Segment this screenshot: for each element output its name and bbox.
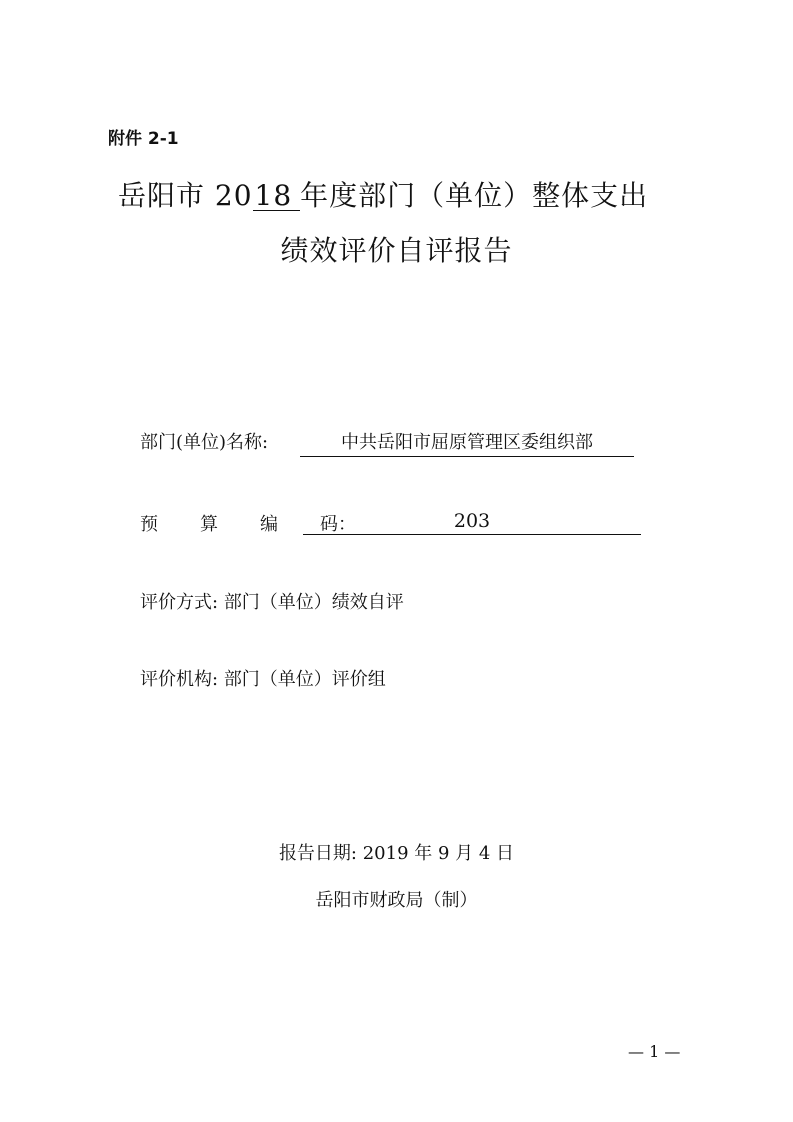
budget-label-char-2: 算 [200, 514, 218, 535]
budget-code-value: 203 [303, 510, 641, 535]
dept-name-label: 部门(单位)名称: [140, 432, 269, 453]
eval-org-label: 评价机构: [140, 669, 219, 690]
page-number: — 1 — [628, 1042, 681, 1061]
eval-method-row [140, 588, 404, 614]
report-title-line-1 [118, 174, 648, 214]
eval-method-value: 部门（单位）绩效自评 [223, 592, 404, 613]
report-title-line-2: 绩效评价自评报告 [280, 234, 513, 267]
eval-method-label: 评价方式: [140, 592, 219, 613]
report-date: 报告日期: 2019 年 9 月 4 日 [278, 843, 515, 864]
budget-label-char-4: 码： [320, 514, 356, 535]
dept-name-value: 中共岳阳市屈原管理区委组织部 [300, 428, 634, 457]
eval-org-row [140, 665, 386, 691]
title-suffix: 年度部门（单位）整体支出 [300, 179, 649, 212]
issuer: 岳阳市财政局（制） [315, 890, 478, 911]
budget-label-char-1: 预 [140, 514, 158, 535]
eval-org-value: 部门（单位）评价组 [223, 669, 386, 690]
attachment-label: 附件 2-1 [108, 129, 179, 149]
title-year-suffix: 18 [253, 181, 301, 211]
title-prefix: 岳阳市 20 [118, 179, 253, 212]
budget-label-char-3: 编 [260, 514, 278, 535]
